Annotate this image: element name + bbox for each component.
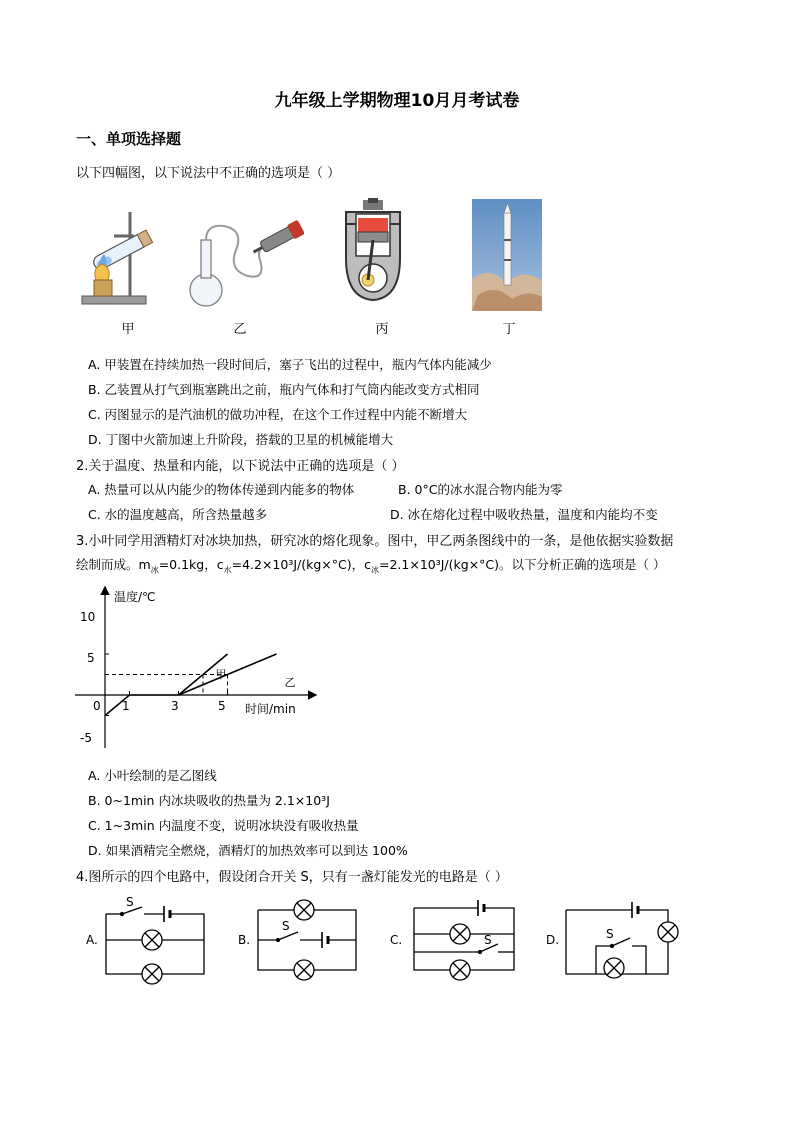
circuit-d[interactable] xyxy=(546,894,686,994)
q3-option-d[interactable]: D. 如果酒精完全燃烧，酒精灯的加热效率可以到达 100% xyxy=(88,843,408,858)
y-tick-5: 5 xyxy=(87,651,95,665)
circuit-b-lamp-1-icon xyxy=(294,900,314,920)
x-tick-1: 1 xyxy=(122,699,130,713)
q2-stem: 2.关于温度、热量和内能，以下说法中正确的选项是（ ） xyxy=(76,459,405,474)
svg-text:S: S xyxy=(282,919,290,933)
q1-option-d[interactable]: D. 丁图中火箭加速上升阶段，搭载的卫星的机械能增大 xyxy=(88,432,394,447)
series-label-甲: 甲 xyxy=(215,668,227,681)
q1-option-b[interactable]: B. 乙装置从打气到瓶塞跳出之前，瓶内气体和打气筒内能改变方式相同 xyxy=(88,382,480,397)
caption-ding: 丁 xyxy=(502,322,516,337)
series-line-ice xyxy=(105,695,179,716)
circuit-a-lamp-2-icon xyxy=(142,964,162,984)
series-label-乙: 乙 xyxy=(284,676,296,689)
figure-bing-engine xyxy=(338,198,408,310)
svg-text:S: S xyxy=(126,895,134,909)
svg-text:S: S xyxy=(606,927,614,941)
q3-option-b[interactable]: B. 0~1min 内冰块吸收的热量为 2.1×10³J xyxy=(88,793,330,808)
caption-jia: 甲 xyxy=(121,322,135,337)
circuit-c-lamp-2-icon xyxy=(450,960,470,980)
x-tick-5: 5 xyxy=(218,699,226,713)
q1-stem: 以下四幅图，以下说法中不正确的选项是（ ） xyxy=(76,166,341,181)
q3-option-a[interactable]: A. 小叶绘制的是乙图线 xyxy=(88,768,217,783)
q2-option-b[interactable]: B. 0°C的冰水混合物内能为零 xyxy=(398,482,563,497)
circuit-a[interactable] xyxy=(86,894,216,994)
circuit-c-label: C. xyxy=(390,933,403,947)
q3-option-c[interactable]: C. 1~3min 内温度不变，说明冰块没有吸收热量 xyxy=(88,818,359,833)
q4-stem: 4.图所示的四个电路中，假设闭合开关 S，只有一盏灯能发光的电路是（ ） xyxy=(76,870,508,885)
q1-option-a[interactable]: A. 甲装置在持续加热一段时间后，塞子飞出的过程中，瓶内气体内能减少 xyxy=(88,357,492,372)
q2-option-a[interactable]: A. 热量可以从内能少的物体传递到内能多的物体 xyxy=(88,482,355,497)
circuit-b-label: B. xyxy=(238,933,251,947)
circuit-c-lamp-1-icon xyxy=(450,924,470,944)
section-heading: 一、单项选择题 xyxy=(76,130,182,148)
circuit-b-lamp-2-icon xyxy=(294,960,314,980)
circuit-b[interactable] xyxy=(238,894,368,994)
svg-text:S: S xyxy=(484,933,492,947)
x-tick-3: 3 xyxy=(171,699,179,713)
y-tick-10: 10 xyxy=(80,610,96,624)
q2-option-d[interactable]: D. 冰在熔化过程中吸收热量，温度和内能均不变 xyxy=(390,507,658,522)
figure-ding-rocket xyxy=(472,199,542,315)
q3-stem-line1: 3.小叶同学用酒精灯对冰块加热，研究冰的熔化现象。图中，甲乙两条图线中的一条，是他依据实验数据 xyxy=(76,534,674,549)
circuit-a-lamp-1-icon xyxy=(142,930,162,950)
circuit-d-lamp-2-icon xyxy=(604,958,624,978)
temperature-time-chart xyxy=(70,580,330,754)
q2-option-c[interactable]: C. 水的温度越高，所含热量越多 xyxy=(88,507,268,522)
circuit-c[interactable] xyxy=(390,894,524,994)
x-tick-0: 0 xyxy=(93,699,101,713)
x-axis-label: 时间/min xyxy=(245,702,296,716)
figure-jia xyxy=(78,198,158,318)
circuit-d-label: D. xyxy=(546,933,560,947)
caption-yi: 乙 xyxy=(233,322,247,337)
figure-yi xyxy=(188,220,304,318)
q1-option-c[interactable]: C. 丙图显示的是汽油机的做功冲程，在这个工作过程中内能不断增大 xyxy=(88,407,468,422)
q3-stem-line2: 绘制而成。$m_冰=0.1kg$，$c_水=4.2\times 10^3J/(kg\times^\circ C)$，$c_冰=2.1\times 10^3J/(kg\times^\circ C)$。以下分析正确的选项是（ ） xyxy=(76,557,666,575)
y-axis-label: 温度/℃ xyxy=(114,590,156,604)
page-title: 九年级上学期物理10月月考试卷 xyxy=(274,91,520,111)
caption-bing: 丙 xyxy=(375,322,389,337)
y-tick-neg5: -5 xyxy=(80,731,92,745)
circuit-a-label: A. xyxy=(86,933,98,947)
circuit-d-lamp-1-icon xyxy=(658,922,678,942)
